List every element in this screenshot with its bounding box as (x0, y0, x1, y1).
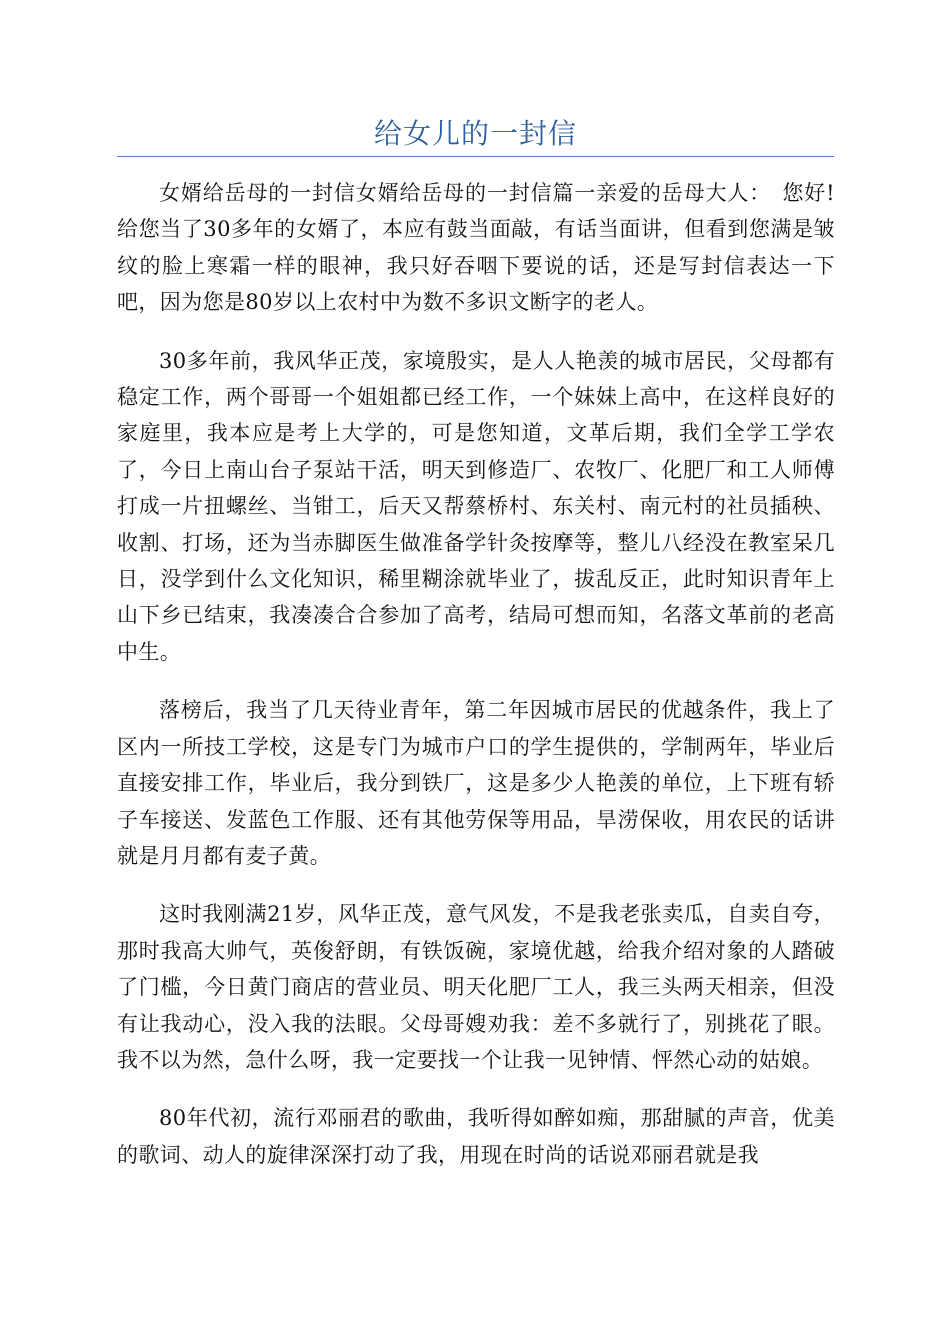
paragraph-4: 这时我刚满21岁，风华正茂，意气风发，不是我老张卖瓜，自卖自夸，那时我高大帅气，英俊舒朗，有铁饭碗，家境优越，给我介绍对象的人踏破了门槛，今日黄门商店的营业员、明天化肥厂工人，我三头两天相亲，但没有让我动心，没入我的法眼。父母哥嫂劝我：差不多就行了，别挑花了眼。我不以为然，急什么呀，我一定要找一个让我一见钟情、怦然心动的姑娘。 (117, 902, 835, 1072)
paragraph-5: 80年代初，流行邓丽君的歌曲，我听得如醉如痴，那甜腻的声音，优美的歌词、动人的旋律深深打动了我，用现在时尚的话说邓丽君就是我 (117, 1106, 835, 1167)
paragraph-2: 30多年前，我风华正茂，家境殷实，是人人艳羡的城市居民，父母都有稳定工作，两个哥哥一个姐姐都已经工作，一个妹妹上高中，在这样良好的家庭里，我本应是考上大学的，可是您知道，文革后期，我们全学工学农了，今日上南山台子泵站干活，明天到修造厂、农牧厂、化肥厂和工人师傅打成一片扭螺丝、当钳工，后天又帮蔡桥村、东关村、南元村的社员插秧、收割、打场，还为当赤脚医生做准备学针灸按摩等，整儿八经没在教室呆几日，没学到什么文化知识，稀里糊涂就毕业了，拔乱反正，此时知识青年上山下乡已结束，我凑凑合合参加了高考，结局可想而知，名落文革前的老高中生。 (117, 348, 835, 664)
paragraph-3: 落榜后，我当了几天待业青年，第二年因城市居民的优越条件，我上了区内一所技工学校，这是专门为城市户口的学生提供的，学制两年，毕业后直接安排工作，毕业后，我分到铁厂，这是多少人艳羡的单位，上下班有轿子车接送、发蓝色工作服、还有其他劳保等用品，旱涝保收，用农民的话讲就是月月都有麦子黄。 (117, 698, 835, 868)
document-body (117, 175, 835, 1195)
title-block (117, 112, 834, 157)
document-title: 给女儿的一封信 (373, 117, 577, 150)
paragraph-1: 女婿给岳母的一封信女婿给岳母的一封信篇一亲爱的岳母大人： 您好!给您当了30多年的女婿了，本应有鼓当面敲，有话当面讲，但看到您满是皱纹的脸上寒霜一样的眼神，我只好吞咽下要说的话，还是写封信表达一下吧，因为您是80岁以上农村中为数不多识文断字的老人。 (117, 181, 835, 315)
